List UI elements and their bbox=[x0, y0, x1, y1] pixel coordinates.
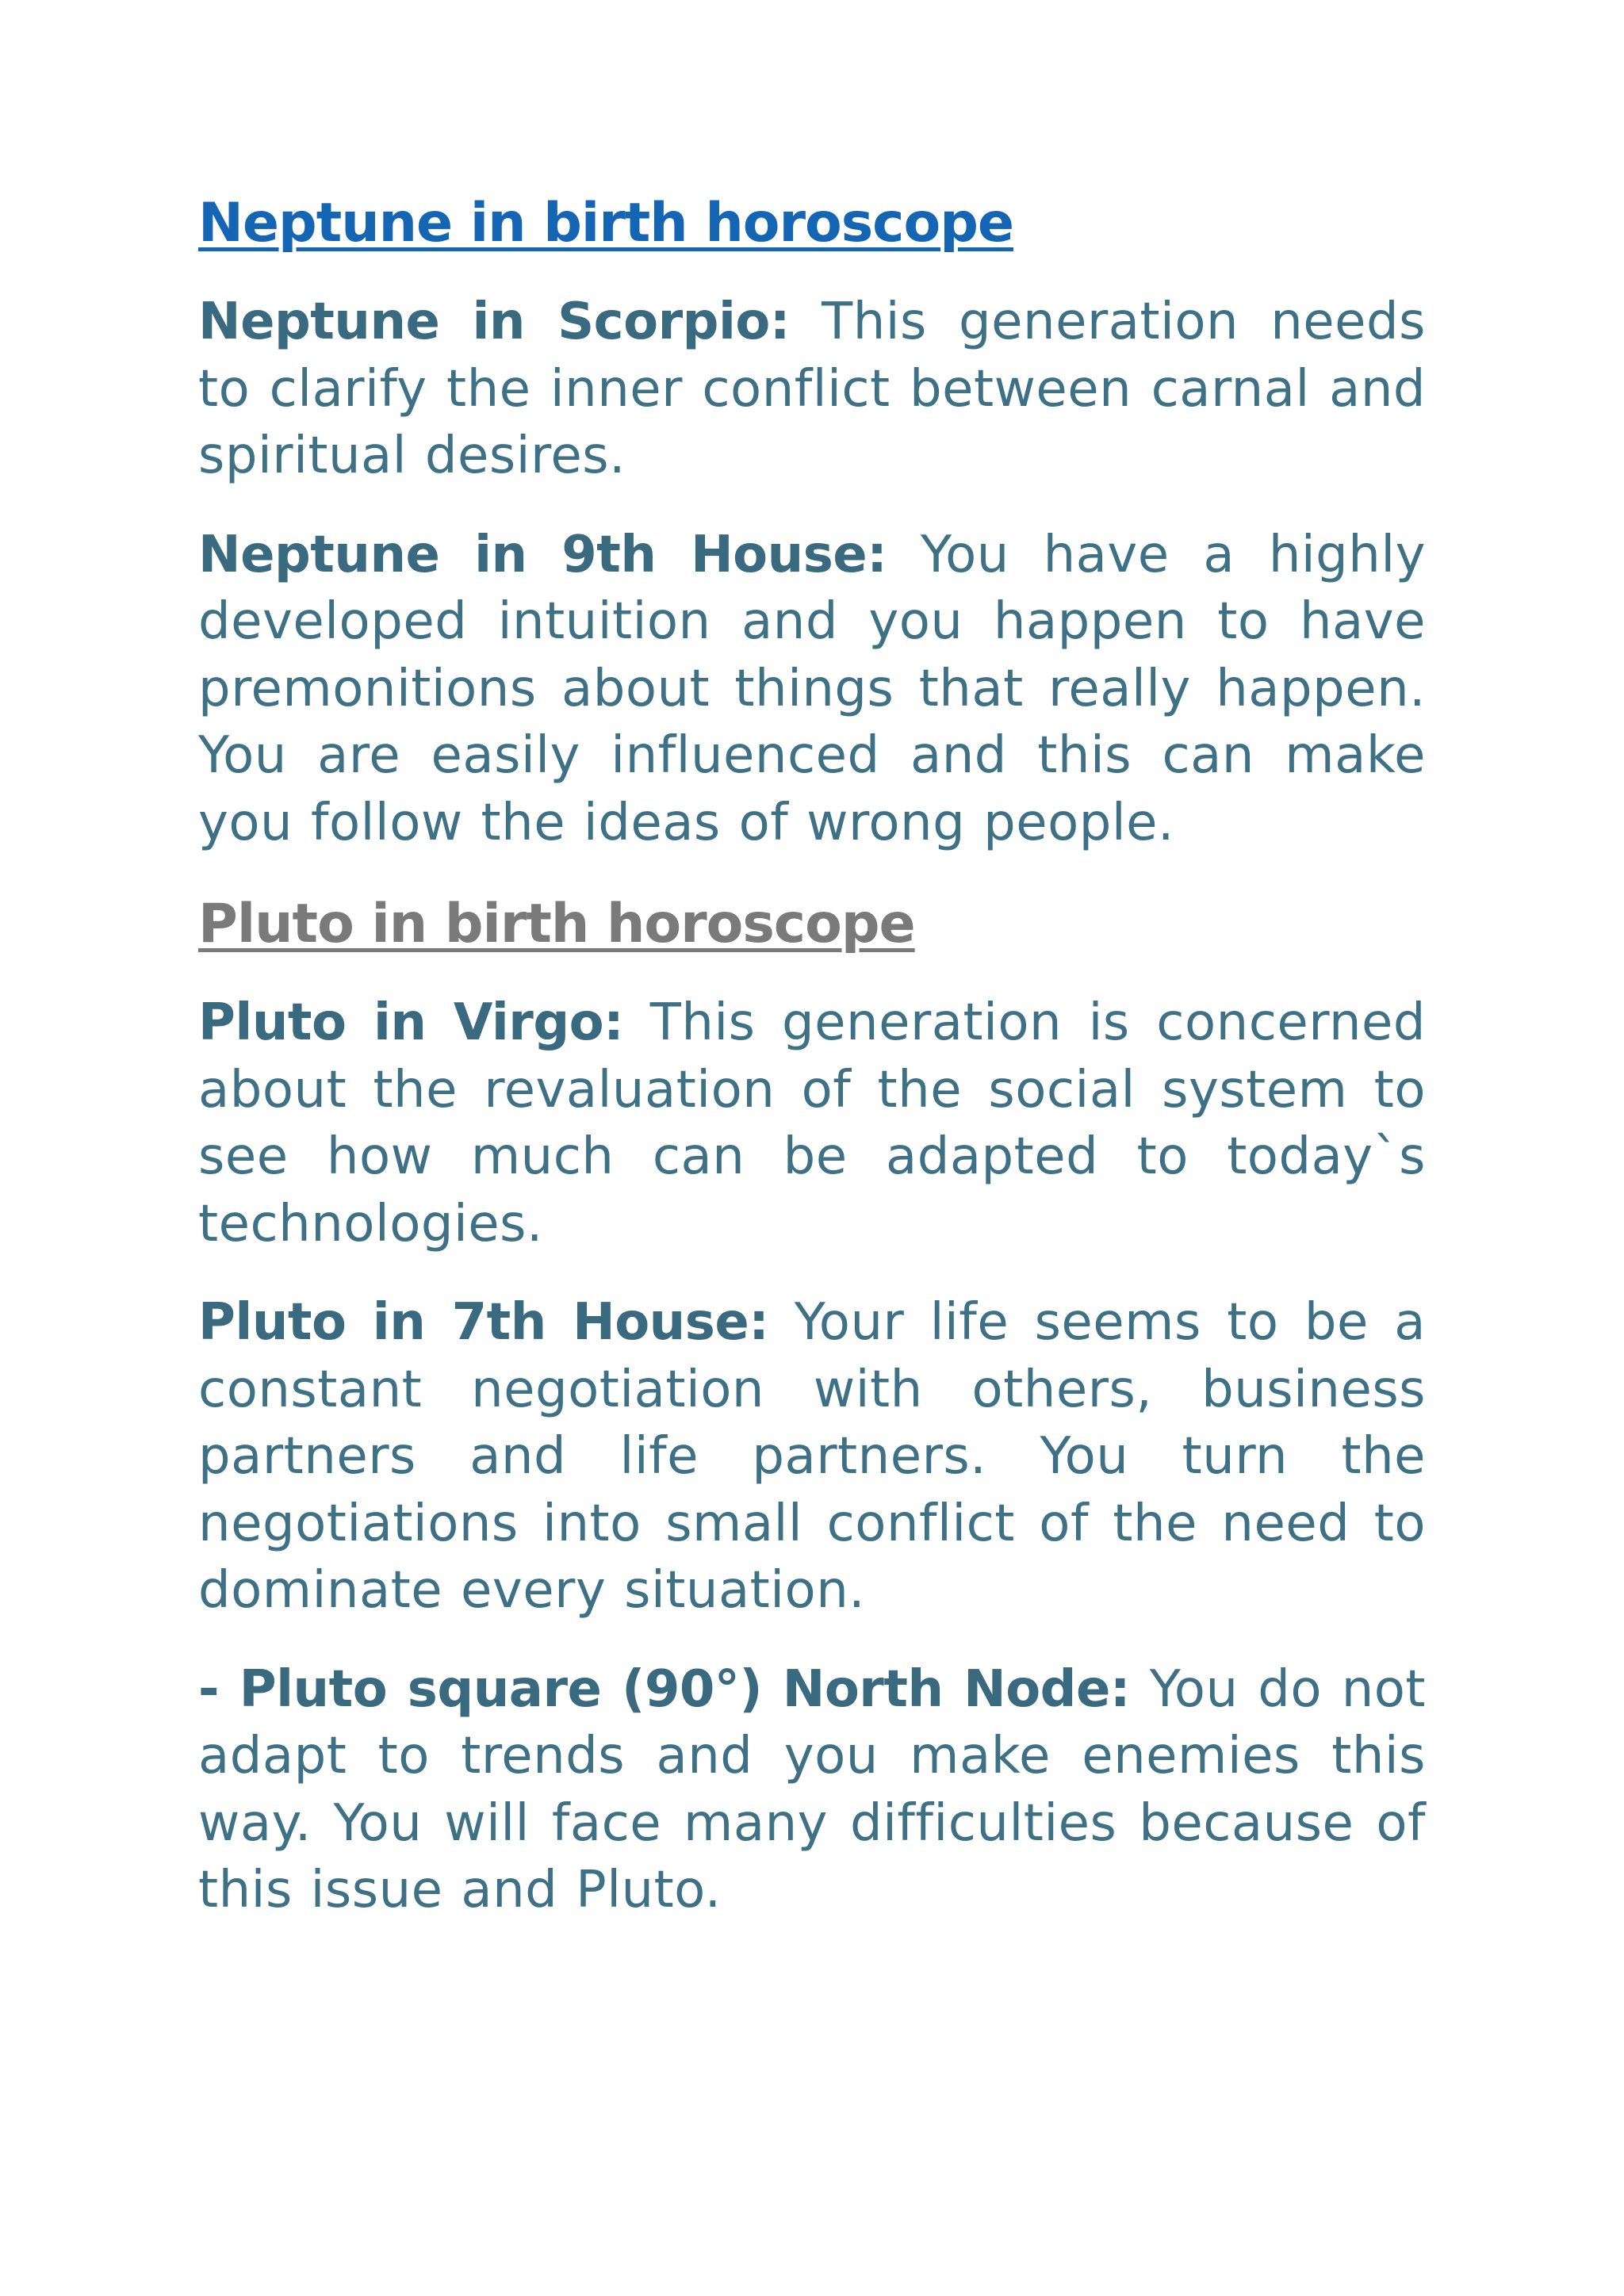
text-neptune-in-9th-house: You have a highly developed intuition and you happen to have premonitions about things that really happen. You are easily influenced and this can make you follow the ideas of wrong people. bbox=[198, 525, 1427, 852]
term-neptune-in-9th-house: Neptune in 9th House: bbox=[198, 525, 887, 584]
term-pluto-in-7th-house: Pluto in 7th House: bbox=[198, 1293, 769, 1352]
paragraph-pluto-in-7th-house bbox=[198, 1289, 1426, 1624]
paragraph-neptune-in-9th-house bbox=[198, 522, 1426, 857]
text-pluto-in-7th-house: Your life seems to be a constant negotiation with others, business partners and life partners. You turn the negotiations into small conflict of the need to dominate every situation. bbox=[198, 1293, 1427, 1620]
paragraph-pluto-in-virgo bbox=[198, 989, 1426, 1257]
section-neptune bbox=[198, 190, 1426, 856]
text-pluto-square-north-node: You do not adapt to trends and you make enemies this way. You will face many difficulties because of this issue and Pluto. bbox=[198, 1659, 1427, 1919]
paragraph-neptune-in-scorpio bbox=[198, 289, 1426, 490]
section-pluto bbox=[198, 888, 1426, 1924]
paragraph-pluto-square-north-node bbox=[198, 1656, 1426, 1924]
section-heading-neptune[interactable]: Neptune in birth horoscope bbox=[198, 192, 1013, 254]
term-pluto-in-virgo: Pluto in Virgo: bbox=[198, 993, 624, 1052]
term-pluto-square-north-node: - Pluto square (90°) North Node: bbox=[198, 1659, 1130, 1719]
term-neptune-in-scorpio: Neptune in Scorpio: bbox=[198, 293, 790, 351]
text-pluto-in-virgo: This generation is concerned about the revaluation of the social system to see how much can be adapted to today`s technologies. bbox=[198, 993, 1426, 1253]
text-neptune-in-scorpio: This generation needs to clarify the inner conflict between carnal and spiritual desires. bbox=[198, 293, 1427, 485]
section-heading-pluto[interactable]: Pluto in birth horoscope bbox=[198, 893, 915, 955]
